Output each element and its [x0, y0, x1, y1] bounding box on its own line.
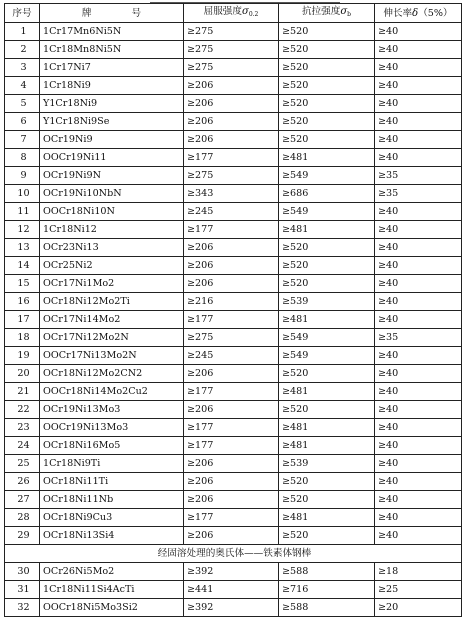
table-row: [5, 419, 462, 437]
row-index: 18: [5, 329, 40, 347]
row-index: 12: [5, 221, 40, 239]
row-elongation: ≥40: [375, 491, 462, 509]
row-grade: 1Cr18Ni11Si4AcTi: [40, 581, 184, 599]
row-index: 19: [5, 347, 40, 365]
row-grade: OCr17Ni14Mo2: [40, 311, 184, 329]
row-grade: 1Cr18Ni9: [40, 77, 184, 95]
row-index: 27: [5, 491, 40, 509]
row-elongation: ≥35: [375, 329, 462, 347]
row-elongation: ≥40: [375, 239, 462, 257]
table-row: [5, 491, 462, 509]
row-yield: ≥275: [184, 23, 279, 41]
table-row: [5, 41, 462, 59]
row-yield: ≥206: [184, 473, 279, 491]
row-yield: ≥206: [184, 401, 279, 419]
section-title: 经固溶处理的奥氏体——铁素体钢棒: [5, 545, 462, 563]
row-yield: ≥245: [184, 347, 279, 365]
row-elongation: ≥40: [375, 149, 462, 167]
row-index: 31: [5, 581, 40, 599]
row-grade: 1Cr17Ni7: [40, 59, 184, 77]
row-tensile: ≥588: [279, 599, 375, 617]
row-index: 15: [5, 275, 40, 293]
header-tensile: 抗拉强度$\sigma_b$: [279, 4, 375, 23]
row-yield: ≥177: [184, 419, 279, 437]
row-grade: OCr17Ni1Mo2: [40, 275, 184, 293]
table-row: [5, 131, 462, 149]
row-elongation: ≥40: [375, 257, 462, 275]
row-index: 6: [5, 113, 40, 131]
row-grade: OCr26Ni5Mo2: [40, 563, 184, 581]
row-yield: ≥177: [184, 149, 279, 167]
row-tensile: ≥520: [279, 527, 375, 545]
row-yield: ≥206: [184, 491, 279, 509]
row-tensile: ≥520: [279, 491, 375, 509]
row-tensile: ≥520: [279, 401, 375, 419]
header-yield: 屈服强度$\sigma_{0.2}$: [184, 4, 279, 23]
row-elongation: ≥40: [375, 113, 462, 131]
row-index: 11: [5, 203, 40, 221]
row-grade: OOCr18Ni5Mo3Si2: [40, 599, 184, 617]
section-row: [5, 545, 462, 563]
row-elongation: ≥40: [375, 383, 462, 401]
row-elongation: ≥40: [375, 95, 462, 113]
row-elongation: ≥40: [375, 437, 462, 455]
row-elongation: ≥40: [375, 455, 462, 473]
row-yield: ≥275: [184, 329, 279, 347]
row-grade: OCr17Ni12Mo2N: [40, 329, 184, 347]
row-grade: OCr25Ni2: [40, 257, 184, 275]
row-elongation: ≥40: [375, 41, 462, 59]
row-grade: OCr18Ni12Mo2Ti: [40, 293, 184, 311]
row-grade: OCr19Ni9N: [40, 167, 184, 185]
row-elongation: ≥40: [375, 59, 462, 77]
row-tensile: ≥539: [279, 293, 375, 311]
row-index: 2: [5, 41, 40, 59]
row-grade: OOCr18Ni14Mo2Cu2: [40, 383, 184, 401]
row-elongation: ≥40: [375, 509, 462, 527]
row-elongation: ≥35: [375, 185, 462, 203]
row-yield: ≥206: [184, 365, 279, 383]
row-grade: OCr23Ni13: [40, 239, 184, 257]
header-row: [5, 4, 462, 23]
row-tensile: ≥481: [279, 149, 375, 167]
table-row: [5, 401, 462, 419]
row-grade: 1Cr18Ni9Ti: [40, 455, 184, 473]
row-tensile: ≥588: [279, 563, 375, 581]
row-elongation: ≥40: [375, 419, 462, 437]
row-tensile: ≥520: [279, 365, 375, 383]
row-yield: ≥275: [184, 167, 279, 185]
row-elongation: ≥40: [375, 23, 462, 41]
table-row: [5, 329, 462, 347]
row-index: 16: [5, 293, 40, 311]
row-yield: ≥343: [184, 185, 279, 203]
row-tensile: ≥481: [279, 311, 375, 329]
table-row: [5, 113, 462, 131]
row-yield: ≥206: [184, 131, 279, 149]
row-yield: ≥177: [184, 509, 279, 527]
row-grade: OCr18Ni9Cu3: [40, 509, 184, 527]
row-index: 13: [5, 239, 40, 257]
row-tensile: ≥520: [279, 257, 375, 275]
row-grade: OOCr18Ni10N: [40, 203, 184, 221]
table-row: [5, 473, 462, 491]
table-row: [5, 455, 462, 473]
table-row: [5, 59, 462, 77]
row-index: 1: [5, 23, 40, 41]
row-tensile: ≥549: [279, 203, 375, 221]
table-row: [5, 383, 462, 401]
row-elongation: ≥25: [375, 581, 462, 599]
row-index: 4: [5, 77, 40, 95]
row-tensile: ≥549: [279, 329, 375, 347]
table-row: [5, 365, 462, 383]
row-grade: 1Cr18Mn8Ni5N: [40, 41, 184, 59]
row-yield: ≥206: [184, 113, 279, 131]
row-tensile: ≥716: [279, 581, 375, 599]
row-yield: ≥206: [184, 257, 279, 275]
row-index: 28: [5, 509, 40, 527]
row-elongation: ≥40: [375, 527, 462, 545]
row-elongation: ≥40: [375, 473, 462, 491]
section-block: [5, 545, 462, 563]
table-row: [5, 563, 462, 581]
row-tensile: ≥520: [279, 77, 375, 95]
row-index: 25: [5, 455, 40, 473]
row-tensile: ≥520: [279, 113, 375, 131]
header-elongation: 伸长率δ（5%）: [375, 4, 462, 23]
row-tensile: ≥481: [279, 509, 375, 527]
row-elongation: ≥18: [375, 563, 462, 581]
table-row: [5, 95, 462, 113]
table-row: [5, 599, 462, 617]
row-grade: OCr18Ni11Nb: [40, 491, 184, 509]
row-tensile: ≥549: [279, 347, 375, 365]
row-yield: ≥177: [184, 221, 279, 239]
table-row: [5, 23, 462, 41]
row-index: 26: [5, 473, 40, 491]
row-index: 7: [5, 131, 40, 149]
row-tensile: ≥539: [279, 455, 375, 473]
header-index: 序号: [5, 4, 40, 23]
row-yield: ≥392: [184, 563, 279, 581]
row-elongation: ≥40: [375, 311, 462, 329]
row-yield: ≥206: [184, 239, 279, 257]
row-index: 23: [5, 419, 40, 437]
table-row: [5, 275, 462, 293]
row-index: 29: [5, 527, 40, 545]
row-index: 3: [5, 59, 40, 77]
table-row: [5, 203, 462, 221]
row-yield: ≥441: [184, 581, 279, 599]
row-grade: 1Cr18Ni12: [40, 221, 184, 239]
table-row: [5, 239, 462, 257]
row-index: 10: [5, 185, 40, 203]
row-tensile: ≥520: [279, 473, 375, 491]
row-yield: ≥206: [184, 95, 279, 113]
row-tensile: ≥549: [279, 167, 375, 185]
row-tensile: ≥520: [279, 59, 375, 77]
row-index: 24: [5, 437, 40, 455]
row-index: 20: [5, 365, 40, 383]
row-tensile: ≥520: [279, 131, 375, 149]
row-tensile: ≥520: [279, 275, 375, 293]
table-row: [5, 527, 462, 545]
table-row: [5, 77, 462, 95]
row-tensile: ≥481: [279, 221, 375, 239]
row-index: 8: [5, 149, 40, 167]
table-row: [5, 185, 462, 203]
row-grade: OCr18Ni13Si4: [40, 527, 184, 545]
row-tensile: ≥520: [279, 95, 375, 113]
row-index: 30: [5, 563, 40, 581]
row-elongation: ≥40: [375, 365, 462, 383]
table-row: [5, 311, 462, 329]
row-elongation: ≥40: [375, 131, 462, 149]
row-grade: OOCr19Ni13Mo3: [40, 419, 184, 437]
row-grade: OCr19Ni9: [40, 131, 184, 149]
row-index: 14: [5, 257, 40, 275]
row-grade: OCr18Ni11Ti: [40, 473, 184, 491]
table-row: [5, 257, 462, 275]
row-tensile: ≥520: [279, 23, 375, 41]
row-yield: ≥275: [184, 59, 279, 77]
row-yield: ≥206: [184, 275, 279, 293]
row-grade: OOCr19Ni11: [40, 149, 184, 167]
row-tensile: ≥520: [279, 239, 375, 257]
steel-properties-table: [4, 3, 462, 617]
table-row: [5, 437, 462, 455]
row-elongation: ≥40: [375, 77, 462, 95]
row-elongation: ≥40: [375, 401, 462, 419]
row-tensile: ≥481: [279, 419, 375, 437]
table-row: [5, 167, 462, 185]
row-tensile: ≥481: [279, 437, 375, 455]
row-elongation: ≥40: [375, 275, 462, 293]
table-row: [5, 293, 462, 311]
row-grade: 1Cr17Mn6Ni5N: [40, 23, 184, 41]
row-yield: ≥206: [184, 455, 279, 473]
row-grade: OCr19Ni13Mo3: [40, 401, 184, 419]
row-tensile: ≥481: [279, 383, 375, 401]
row-grade: OCr18Ni12Mo2CN2: [40, 365, 184, 383]
row-yield: ≥392: [184, 599, 279, 617]
row-tensile: ≥520: [279, 41, 375, 59]
row-elongation: ≥40: [375, 347, 462, 365]
austenitic-rows: [5, 23, 462, 545]
row-elongation: ≥35: [375, 167, 462, 185]
row-grade: OOCr17Ni13Mo2N: [40, 347, 184, 365]
row-grade: OCr18Ni16Mo5: [40, 437, 184, 455]
row-index: 5: [5, 95, 40, 113]
table-row: [5, 347, 462, 365]
row-elongation: ≥40: [375, 293, 462, 311]
row-index: 22: [5, 401, 40, 419]
row-elongation: ≥40: [375, 203, 462, 221]
row-yield: ≥177: [184, 437, 279, 455]
table-row: [5, 509, 462, 527]
row-yield: ≥206: [184, 527, 279, 545]
row-yield: ≥275: [184, 41, 279, 59]
table-row: [5, 221, 462, 239]
row-yield: ≥216: [184, 293, 279, 311]
row-grade: Y1Cr18Ni9: [40, 95, 184, 113]
row-elongation: ≥20: [375, 599, 462, 617]
header-grade: 牌 号: [40, 4, 184, 23]
row-index: 21: [5, 383, 40, 401]
row-index: 17: [5, 311, 40, 329]
row-yield: ≥206: [184, 77, 279, 95]
row-grade: OCr19Ni10NbN: [40, 185, 184, 203]
row-elongation: ≥40: [375, 221, 462, 239]
row-yield: ≥177: [184, 311, 279, 329]
row-yield: ≥177: [184, 383, 279, 401]
row-index: 9: [5, 167, 40, 185]
table-row: [5, 149, 462, 167]
row-grade: Y1Cr18Ni9Se: [40, 113, 184, 131]
row-tensile: ≥686: [279, 185, 375, 203]
row-yield: ≥245: [184, 203, 279, 221]
row-index: 32: [5, 599, 40, 617]
